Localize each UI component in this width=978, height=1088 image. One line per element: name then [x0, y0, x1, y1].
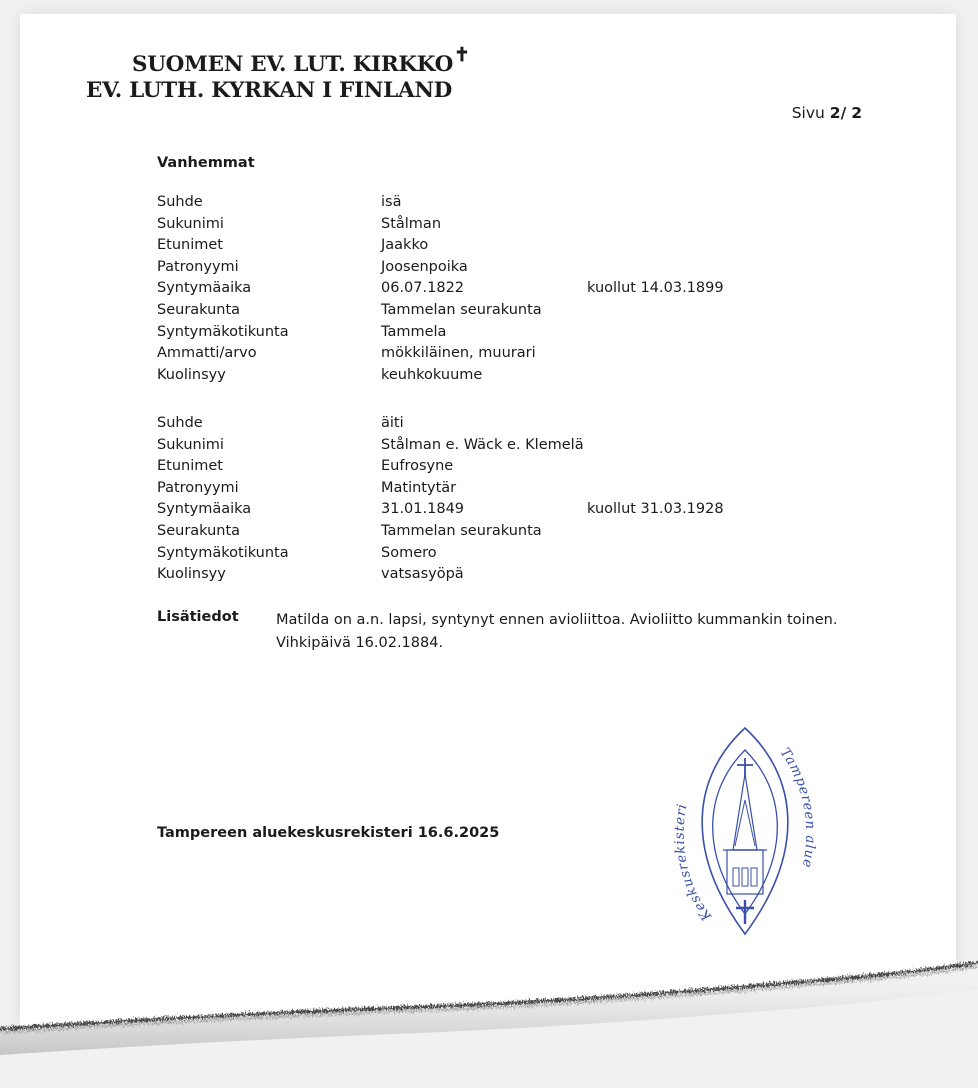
field-value: Tammelan seurakunta [381, 301, 542, 318]
field-row [157, 480, 584, 502]
field-label: Seurakunta [157, 301, 241, 318]
field-value: 31.01.1849 [381, 501, 465, 518]
field-value: äiti [381, 415, 404, 431]
field-row [157, 324, 542, 346]
seal-left-arc-textpath: Keskusrekisteri [671, 802, 715, 924]
field-row [157, 501, 724, 523]
field-row [157, 458, 584, 480]
registry-footer-text: Tampereen aluekeskusrekisteri 16.6.2025 [157, 825, 500, 841]
field-label: Etunimet [157, 237, 223, 254]
field-value: Joosenpoika [381, 258, 468, 275]
field-label: Ammatti/arvo [157, 345, 257, 362]
field-label: Syntymäaika [157, 501, 252, 518]
section-title-parents: Vanhemmat [157, 155, 255, 171]
seal-window-right [751, 868, 757, 886]
additional-info-section [157, 609, 837, 655]
field-label: Sukunimi [157, 436, 224, 453]
field-row [157, 545, 584, 567]
field-value: Jaakko [381, 237, 429, 254]
field-label: Kuolinsyy [157, 566, 226, 583]
seal-bottom-cross-icon [736, 900, 754, 924]
field-value: Stålman [381, 215, 442, 232]
field-death-date: kuollut 31.03.1928 [587, 501, 724, 518]
seal-svg [655, 722, 835, 942]
field-row [157, 523, 584, 545]
logo-line-swedish: EV. LUTH. KYRKAN I FINLAND [86, 78, 453, 103]
cross-icon: ✝ [454, 43, 470, 66]
additional-info-label: Lisätiedot [157, 609, 239, 625]
parent-record-father [157, 194, 724, 388]
additional-info-line-1: Matilda on a.n. lapsi, syntynyt ennen avioliittoa. Avioliitto kummankin toinen. [276, 612, 838, 628]
seal-spire-inner-lines [735, 800, 755, 846]
field-value: isä [381, 194, 402, 210]
additional-info-line-2: Vihkipäivä 16.02.1884. [276, 635, 444, 651]
field-value: Eufrosyne [381, 458, 454, 475]
field-label: Etunimet [157, 458, 223, 475]
field-value: mökkiläinen, muurari [381, 345, 536, 362]
seal-right-arc-textpath: Tampereen alue [776, 744, 819, 870]
field-label: Patronyymi [157, 479, 239, 496]
field-label: Seurakunta [157, 522, 241, 539]
seal-window-left [733, 868, 739, 886]
seal-window-center [742, 868, 748, 886]
page-number-separator: / [840, 104, 847, 122]
field-value: vatsasyöpä [381, 566, 464, 583]
field-label: Kuolinsyy [157, 366, 226, 383]
field-row [157, 194, 542, 216]
field-row [157, 367, 542, 389]
field-label: Suhde [157, 415, 203, 431]
field-row [157, 345, 542, 367]
field-row [157, 216, 542, 238]
field-label: Syntymäkotikunta [157, 323, 289, 340]
torn-edge-base-cover [0, 1065, 978, 1084]
field-label: Patronyymi [157, 258, 239, 275]
field-row [157, 237, 542, 259]
page-number-indicator [792, 104, 862, 122]
field-row [157, 259, 542, 281]
page-number-label: Sivu [791, 104, 825, 122]
church-logo-wordmark [86, 43, 470, 104]
field-value: Stålman e. Wäck e. Klemelä [381, 436, 584, 453]
field-label: Sukunimi [157, 215, 224, 232]
logo-line-finnish [132, 43, 470, 78]
field-row [157, 302, 542, 324]
field-value: Matintytär [381, 479, 457, 496]
field-death-date: kuollut 14.03.1899 [587, 280, 724, 297]
field-value: Somero [381, 544, 437, 561]
field-label: Syntymäaika [157, 280, 252, 297]
logo-line-finnish-text: SUOMEN EV. LUT. KIRKKO [132, 52, 454, 77]
seal-spire-cross-icon [737, 758, 753, 778]
page-number-current: 2 [829, 104, 841, 122]
field-row [157, 566, 584, 588]
seal-right-arc-label [777, 745, 819, 870]
field-label: Suhde [157, 194, 203, 210]
seal-tower-body [727, 850, 763, 894]
field-value: Tammela [381, 323, 447, 340]
field-label: Syntymäkotikunta [157, 544, 289, 561]
field-row [157, 415, 584, 437]
parent-record-mother [157, 415, 724, 588]
field-row [157, 280, 724, 302]
page-number-total: 2 [851, 104, 862, 122]
field-value: keuhkokuume [381, 366, 483, 383]
official-registry-seal [655, 722, 835, 942]
field-value: Tammelan seurakunta [381, 522, 542, 539]
field-row [157, 437, 584, 459]
field-value: 06.07.1822 [381, 280, 465, 297]
